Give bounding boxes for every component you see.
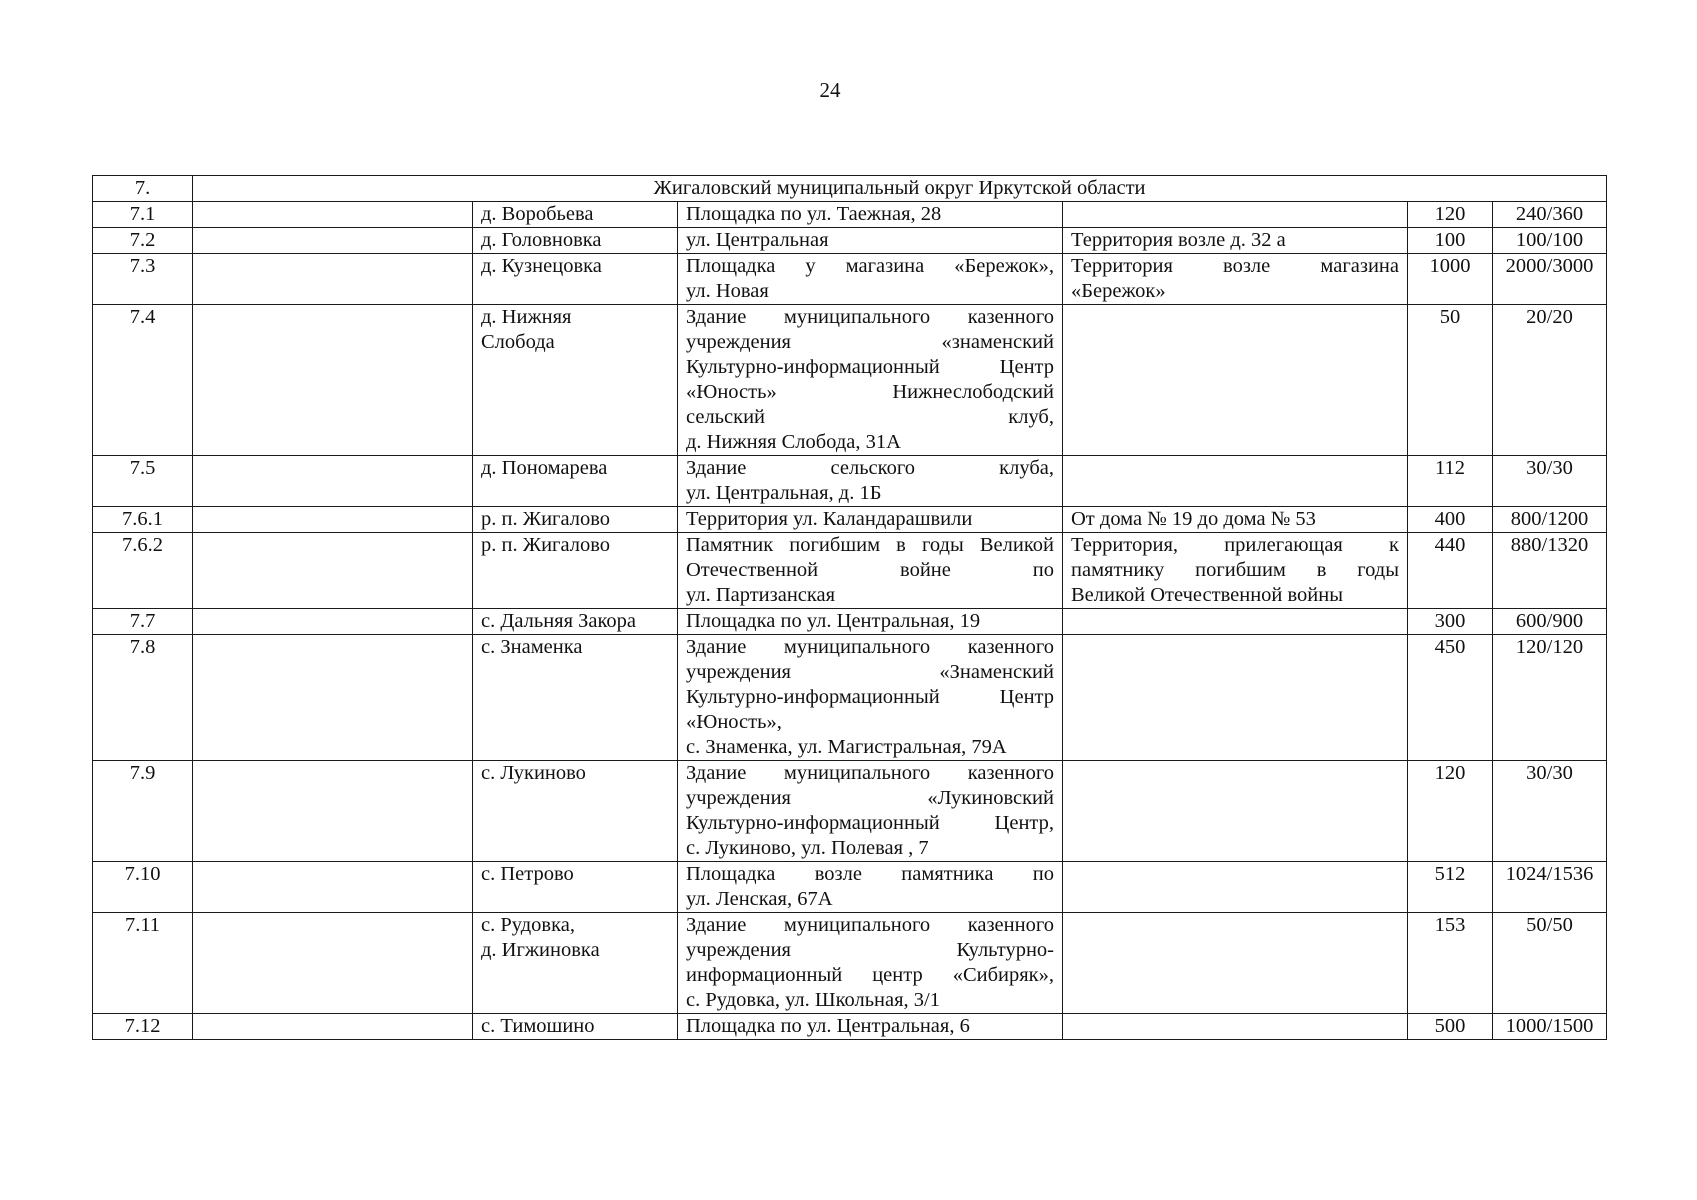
settlement-cell [473,761,678,862]
settlement-cell-line: р. п. Жигалово [481,534,611,556]
capacity-cell: 30/30 [1493,761,1607,862]
object-cell-line: учреждения «знаменский [686,331,1054,353]
object-cell-line: Площадка у магазина «Бережок», [686,255,1054,277]
settlement-cell [473,254,678,305]
object-cell-line: ул. Ленская, 67А [686,888,833,910]
empty-cell [193,254,473,305]
area-cell: 50 [1408,305,1493,456]
settlement-cell-line: д. Пономарева [481,457,608,479]
object-cell-line: Здание муниципального казенного [686,914,1054,936]
area-cell: 450 [1408,635,1493,761]
settlement-cell-line: д. Воробьева [481,203,594,225]
empty-cell [193,507,473,533]
territory-cell-line: «Бережок» [1071,280,1166,302]
territory-cell [1063,913,1408,1014]
territory-cell [1063,228,1408,254]
capacity-cell: 1024/1536 [1493,862,1607,913]
table-row [93,761,1607,862]
settlement-cell [473,862,678,913]
area-cell: 1000 [1408,254,1493,305]
row-number: 7.4 [93,305,193,456]
empty-cell [193,609,473,635]
empty-cell [193,305,473,456]
object-cell [678,913,1063,1014]
object-cell [678,456,1063,507]
territory-cell [1063,761,1408,862]
object-cell [678,507,1063,533]
object-cell-line: д. Нижняя Слобода, 31А [686,431,901,453]
object-cell-line: Территория ул. Каландарашвили [686,508,973,530]
area-cell: 120 [1408,202,1493,228]
territory-cell [1063,305,1408,456]
object-cell-line: Отечественной войне по [686,559,1054,581]
object-cell [678,254,1063,305]
territory-cell [1063,533,1408,609]
row-number: 7.10 [93,862,193,913]
object-cell-line: Здание сельского клуба, [686,457,1054,479]
object-cell [678,533,1063,609]
settlement-cell [473,228,678,254]
territory-cell [1063,507,1408,533]
object-cell-line: Площадка по ул. Таежная, 28 [686,203,942,225]
capacity-cell: 2000/3000 [1493,254,1607,305]
row-number: 7.7 [93,609,193,635]
region-number: 7. [93,176,193,202]
region-title: Жигаловский муниципальный округ Иркутской области [193,176,1607,202]
object-cell-line: ул. Партизанская [686,584,836,606]
object-cell-line: Культурно-информационный Центр [686,356,1054,378]
object-cell-line: «Юность», [686,711,782,733]
object-cell-line: ул. Центральная [686,229,829,251]
settlement-cell-line: д. Головновка [481,229,602,251]
table-row [93,1014,1607,1040]
capacity-cell: 120/120 [1493,635,1607,761]
table-row [93,862,1607,913]
table-row [93,202,1607,228]
table-row [93,456,1607,507]
object-cell-line: Площадка возле памятника по [686,863,1054,885]
capacity-cell: 880/1320 [1493,533,1607,609]
capacity-cell: 1000/1500 [1493,1014,1607,1040]
empty-cell [193,635,473,761]
object-cell [678,202,1063,228]
territory-cell-line: От дома № 19 до дома № 53 [1071,508,1316,530]
object-cell-line: Площадка по ул. Центральная, 19 [686,610,981,632]
settlement-cell-line: р. п. Жигалово [481,508,611,530]
empty-cell [193,228,473,254]
object-cell [678,609,1063,635]
territory-cell-line: Территория возле д. 32 а [1071,229,1286,251]
object-cell-line: Здание муниципального казенного [686,762,1054,784]
row-number: 7.8 [93,635,193,761]
object-cell-line: информационный центр «Сибиряк», [686,964,1054,986]
empty-cell [193,1014,473,1040]
empty-cell [193,533,473,609]
row-number: 7.3 [93,254,193,305]
capacity-cell: 800/1200 [1493,507,1607,533]
territory-cell [1063,254,1408,305]
territory-cell-line: памятнику погибшим в годы [1071,559,1399,581]
settlement-cell-line: с. Дальняя Закора [481,610,637,632]
settlement-cell [473,507,678,533]
settlement-cell [473,609,678,635]
empty-cell [193,761,473,862]
object-cell-line: с. Знаменка, ул. Магистральная, 79А [686,736,1007,758]
row-number: 7.9 [93,761,193,862]
settlement-cell [473,635,678,761]
capacity-cell: 20/20 [1493,305,1607,456]
object-cell [678,305,1063,456]
area-cell: 112 [1408,456,1493,507]
empty-cell [193,913,473,1014]
territory-cell-line: Территория, прилегающая к [1071,534,1399,556]
row-number: 7.2 [93,228,193,254]
settlement-cell-line: с. Знаменка [481,636,583,658]
object-cell-line: Памятник погибшим в годы Великой [686,534,1054,556]
object-cell-line: учреждения «Знаменский [686,661,1054,683]
object-cell [678,862,1063,913]
region-header-row [93,176,1607,202]
area-cell: 500 [1408,1014,1493,1040]
object-cell-line: ул. Новая [686,280,769,302]
object-cell-line: «Юность» Нижнеслободский [686,381,1054,403]
object-cell-line: учреждения Культурно- [686,939,1054,961]
territory-cell [1063,609,1408,635]
settlement-cell-line: с. Лукиново [481,762,586,784]
settlement-cell [473,456,678,507]
settlement-cell [473,1014,678,1040]
row-number: 7.1 [93,202,193,228]
area-cell: 120 [1408,761,1493,862]
object-cell-line: Площадка по ул. Центральная, 6 [686,1015,970,1037]
table-body [93,176,1607,1040]
locations-table [92,175,1607,1040]
settlement-cell-line: с. Рудовка, [481,914,575,936]
row-number: 7.6.1 [93,507,193,533]
table-row [93,609,1607,635]
object-cell-line: Здание муниципального казенного [686,636,1054,658]
settlement-cell-line: д. Нижняя [481,306,572,328]
row-number: 7.11 [93,913,193,1014]
capacity-cell: 240/360 [1493,202,1607,228]
territory-cell [1063,456,1408,507]
settlement-cell-line: с. Петрово [481,863,574,885]
table-row [93,228,1607,254]
table-row [93,254,1607,305]
settlement-cell [473,533,678,609]
territory-cell [1063,202,1408,228]
settlement-cell [473,305,678,456]
empty-cell [193,456,473,507]
territory-cell-line: Территория возле магазина [1071,255,1399,277]
area-cell: 400 [1408,507,1493,533]
area-cell: 440 [1408,533,1493,609]
capacity-cell: 100/100 [1493,228,1607,254]
territory-cell [1063,862,1408,913]
territory-cell [1063,635,1408,761]
territory-cell [1063,1014,1408,1040]
object-cell [678,635,1063,761]
table-row [93,913,1607,1014]
table-row [93,305,1607,456]
table-row [93,635,1607,761]
capacity-cell: 30/30 [1493,456,1607,507]
area-cell: 300 [1408,609,1493,635]
page-number: 24 [819,78,841,102]
capacity-cell: 600/900 [1493,609,1607,635]
object-cell-line: с. Рудовка, ул. Школьная, 3/1 [686,989,940,1011]
settlement-cell [473,202,678,228]
settlement-cell-line: д. Игжиновка [481,939,600,961]
area-cell: 100 [1408,228,1493,254]
object-cell-line: ул. Центральная, д. 1Б [686,482,882,504]
capacity-cell: 50/50 [1493,913,1607,1014]
object-cell [678,228,1063,254]
object-cell-line: Культурно-информационный Центр [686,686,1054,708]
object-cell-line: учреждения «Лукиновский [686,787,1054,809]
empty-cell [193,202,473,228]
settlement-cell-line: д. Кузнецовка [481,255,602,277]
object-cell [678,1014,1063,1040]
object-cell [678,761,1063,862]
object-cell-line: Культурно-информационный Центр, [686,812,1054,834]
row-number: 7.5 [93,456,193,507]
area-cell: 153 [1408,913,1493,1014]
area-cell: 512 [1408,862,1493,913]
object-cell-line: Здание муниципального казенного [686,306,1054,328]
row-number: 7.12 [93,1014,193,1040]
object-cell-line: с. Лукиново, ул. Полевая , 7 [686,837,929,859]
object-cell-line: сельский клуб, [686,406,1054,428]
settlement-cell-line: с. Тимошино [481,1015,595,1037]
table-row [93,533,1607,609]
row-number: 7.6.2 [93,533,193,609]
settlement-cell [473,913,678,1014]
table-row [93,507,1607,533]
empty-cell [193,862,473,913]
settlement-cell-line: Слобода [481,331,555,353]
territory-cell-line: Великой Отечественной войны [1071,584,1344,606]
